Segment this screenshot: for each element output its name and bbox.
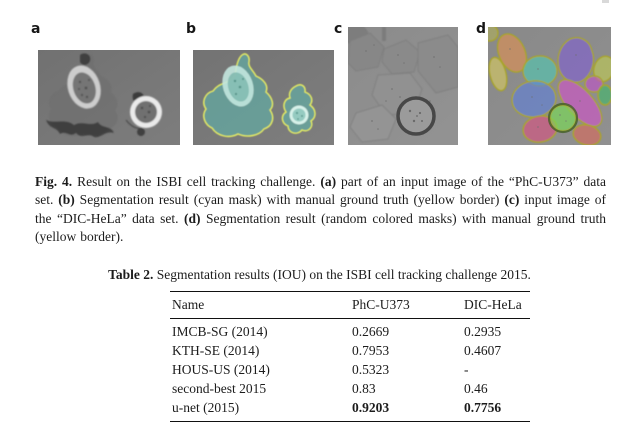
name-cell: u-net (2015) [172, 400, 240, 415]
phc-u373-cell: 0.5323 [352, 362, 390, 377]
phc-u373-cell: 0.2669 [352, 324, 390, 339]
phc-u373-cell: 0.7953 [352, 343, 390, 358]
cell-mask-round [550, 105, 576, 131]
caption-text: Segmentation result (random colored masks) with manual ground truth (yellow border). [35, 210, 606, 245]
dic-hela-cell: 0.7756 [464, 400, 502, 415]
table-row [170, 379, 530, 398]
panel-label-a: a [31, 21, 41, 37]
caption-panel-ref-a: (a) [320, 173, 337, 189]
name-cell: HOUS-US (2014) [172, 362, 270, 377]
phc-u373-cell: 0.9203 [352, 400, 390, 415]
table-row-unet [170, 398, 530, 422]
panel-label-d: d [476, 21, 487, 37]
caption-panel-ref-c: (c) [504, 192, 520, 208]
caption-text: input image of the “DIC-HeLa” data set. [35, 192, 606, 226]
dic-hela-cell: 0.46 [464, 381, 488, 396]
table-header-row [170, 292, 530, 319]
page-edge-artifact [602, 0, 609, 3]
column-header-phc-u373: PhC-U373 [350, 292, 462, 319]
panel-label-b: b [186, 21, 197, 37]
caption-panel-ref-b: (b) [58, 192, 75, 208]
name-cell: second-best 2015 [172, 381, 267, 396]
dic-hela-cell: 0.4607 [464, 343, 502, 358]
micrograph-dic-hela-segmentation [488, 27, 611, 145]
figure-panel-c [348, 27, 458, 145]
results-table-container [170, 291, 530, 422]
table-row [170, 341, 530, 360]
right-cell-nucleus [135, 101, 157, 123]
name-cell: IMCB-SG (2014) [172, 324, 268, 339]
micrograph-phc-u373-segmentation [193, 50, 334, 145]
table-row [170, 319, 530, 342]
table-caption-text: Segmentation results (IOU) on the ISBI cell tracking challenge 2015. [153, 266, 531, 282]
results-table [170, 291, 530, 422]
name-cell: KTH-SE (2014) [172, 343, 260, 358]
figure-panel-a [38, 50, 180, 145]
column-header-name: Name [170, 292, 350, 319]
dic-hela-cell: 0.2935 [464, 324, 502, 339]
dark-smudge [382, 27, 386, 41]
table-caption-label: Table 2. [108, 266, 154, 282]
small-cell-core [293, 109, 306, 122]
caption-text: part of an input image of the “PhC-U373” data set. [35, 173, 607, 208]
cell-mask [558, 38, 594, 83]
caption-text: Segmentation result (cyan mask) with manual ground truth (yellow border) [74, 192, 505, 208]
caption-text: Result on the ISBI cell tracking challenge. [72, 173, 321, 189]
caption-panel-ref-d: (d) [183, 210, 201, 226]
table-caption [0, 267, 639, 283]
column-header-dic-hela: DIC-HeLa [462, 292, 530, 319]
dic-hela-cell: - [464, 362, 469, 377]
micrograph-phc-u373-input [38, 50, 180, 145]
cell-mask [598, 85, 611, 105]
figure-panel-b [193, 50, 334, 145]
figure-caption-label: Fig. 4. [35, 173, 73, 189]
phc-u373-cell: 0.83 [352, 381, 376, 396]
table-row [170, 360, 530, 379]
micrograph-dic-hela-input [348, 27, 458, 145]
panel-label-c: c [334, 21, 343, 37]
right-cell-debris [137, 128, 145, 136]
round-cell-ring [398, 98, 434, 134]
figure-panel-d [488, 27, 611, 145]
figure-caption [35, 173, 606, 247]
